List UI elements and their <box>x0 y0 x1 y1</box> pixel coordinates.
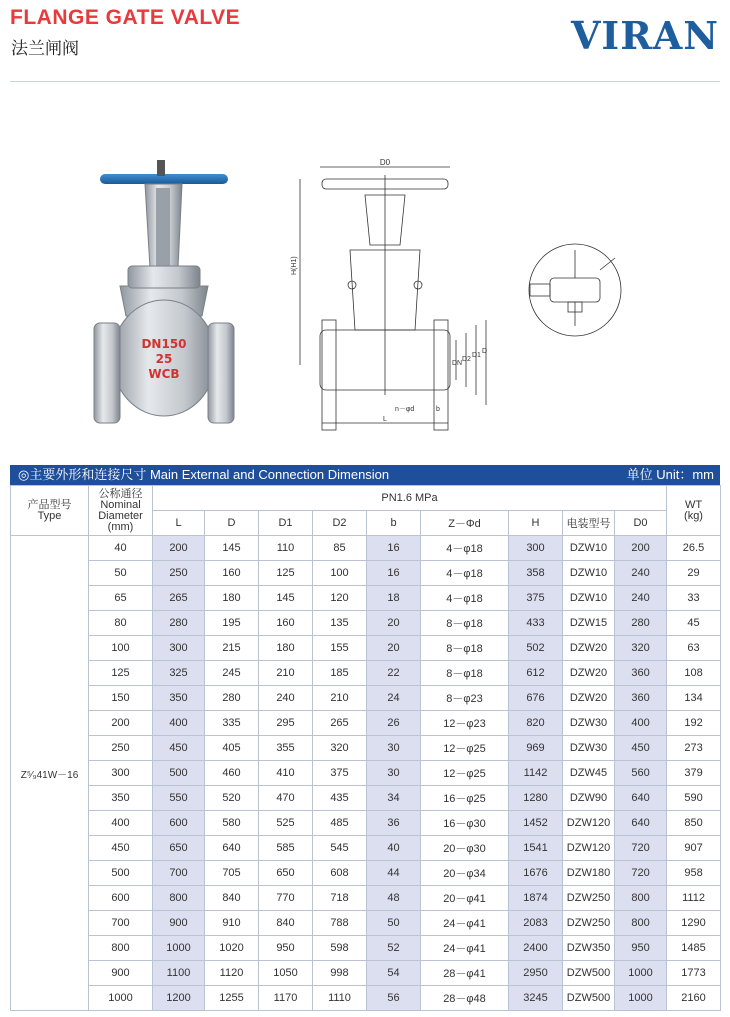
table-row <box>11 836 721 861</box>
label-d1: D1 <box>472 352 481 359</box>
table-cell: 907 <box>667 836 721 861</box>
table-cell: 700 <box>153 861 205 886</box>
table-cell: 160 <box>259 611 313 636</box>
table-cell: 820 <box>509 711 563 736</box>
column-header: D <box>205 511 259 536</box>
table-cell: 676 <box>509 686 563 711</box>
table-cell: 320 <box>313 736 367 761</box>
table-cell: 379 <box>667 761 721 786</box>
table-cell: DZW20 <box>563 661 615 686</box>
table-cell: 34 <box>367 786 421 811</box>
table-cell: 1142 <box>509 761 563 786</box>
table-cell: 1100 <box>153 961 205 986</box>
table-cell: 2950 <box>509 961 563 986</box>
table-cell: 612 <box>509 661 563 686</box>
table-cell: 1000 <box>153 936 205 961</box>
table-cell: DZW10 <box>563 561 615 586</box>
table-cell: 1000 <box>615 986 667 1011</box>
valve-photo <box>90 158 240 430</box>
table-cell: DZW180 <box>563 861 615 886</box>
table-cell: 969 <box>509 736 563 761</box>
table-row <box>11 736 721 761</box>
table-cell: 1112 <box>667 886 721 911</box>
table-cell: DZW15 <box>563 611 615 636</box>
table-cell: 108 <box>667 661 721 686</box>
table-cell: 200 <box>615 536 667 561</box>
table-cell: 718 <box>313 886 367 911</box>
header-type <box>11 486 89 536</box>
table-cell: 210 <box>313 686 367 711</box>
table-cell: 525 <box>259 811 313 836</box>
label-b: b <box>436 406 440 413</box>
table-row <box>11 586 721 611</box>
header-dn-cn: 公称通径 <box>98 487 143 500</box>
table-cell: 40 <box>89 536 153 561</box>
table-cell: 8－φ23 <box>421 686 509 711</box>
table-cell: 12－φ25 <box>421 736 509 761</box>
table-cell: 375 <box>509 586 563 611</box>
column-header: D0 <box>615 511 667 536</box>
column-header: H <box>509 511 563 536</box>
table-cell: 215 <box>205 636 259 661</box>
table-cell: 720 <box>615 861 667 886</box>
table-cell: 400 <box>615 711 667 736</box>
table-cell: 950 <box>259 936 313 961</box>
label-dn: DN <box>452 360 463 367</box>
table-cell: 720 <box>615 836 667 861</box>
table-cell: 120 <box>313 586 367 611</box>
table-cell: 1485 <box>667 936 721 961</box>
table-cell: 358 <box>509 561 563 586</box>
table-cell: 350 <box>89 786 153 811</box>
table-cell: DZW90 <box>563 786 615 811</box>
table-cell: 800 <box>153 886 205 911</box>
table-cell: DZW20 <box>563 636 615 661</box>
table-cell: 20 <box>367 611 421 636</box>
table-cell: 500 <box>89 861 153 886</box>
table-cell: 110 <box>259 536 313 561</box>
table-cell: 80 <box>89 611 153 636</box>
table-cell: 3245 <box>509 986 563 1011</box>
column-header: Z－Φd <box>421 511 509 536</box>
table-cell: 180 <box>259 636 313 661</box>
header-pressure: PN1.6 MPa <box>153 486 667 511</box>
header-dn-unit: (mm) <box>107 520 134 533</box>
table-cell: DZW120 <box>563 811 615 836</box>
table-cell: 850 <box>667 811 721 836</box>
table-cell: 460 <box>205 761 259 786</box>
table-cell: DZW250 <box>563 911 615 936</box>
table-cell: 24 <box>367 686 421 711</box>
table-cell: 135 <box>313 611 367 636</box>
table-cell: 600 <box>89 886 153 911</box>
table-cell: 1110 <box>313 986 367 1011</box>
table-cell: 1541 <box>509 836 563 861</box>
table-cell: 100 <box>313 561 367 586</box>
column-header: 电装型号 <box>563 511 615 536</box>
table-cell: 700 <box>89 911 153 936</box>
table-cell: 900 <box>153 911 205 936</box>
table-row <box>11 761 721 786</box>
table-cell: 28－φ48 <box>421 986 509 1011</box>
dimension-drawing <box>290 155 510 435</box>
header-dn-en2: Diameter <box>98 509 143 522</box>
header-wt: WT <box>684 498 703 511</box>
table-cell: 4－φ18 <box>421 561 509 586</box>
table-row <box>11 711 721 736</box>
table-cell: 435 <box>313 786 367 811</box>
table-cell: 325 <box>153 661 205 686</box>
table-cell: 24－φ41 <box>421 936 509 961</box>
table-cell: 16 <box>367 561 421 586</box>
table-row <box>11 861 721 886</box>
page-header <box>0 0 730 84</box>
table-cell: 200 <box>153 536 205 561</box>
table-cell: 405 <box>205 736 259 761</box>
table-cell: 598 <box>313 936 367 961</box>
table-cell: 8－φ18 <box>421 611 509 636</box>
marking-pressure: 25 <box>155 352 173 366</box>
table-cell: 56 <box>367 986 421 1011</box>
table-cell: 18 <box>367 586 421 611</box>
table-cell: 185 <box>313 661 367 686</box>
table-cell: DZW10 <box>563 586 615 611</box>
table-cell: 355 <box>259 736 313 761</box>
table-cell: 4－φ18 <box>421 536 509 561</box>
table-cell: DZW30 <box>563 711 615 736</box>
table-cell: 160 <box>205 561 259 586</box>
table-cell: 770 <box>259 886 313 911</box>
table-cell: 48 <box>367 886 421 911</box>
title-english: FLANGE GATE VALVE <box>10 6 241 29</box>
header-nominal-diameter <box>89 486 153 536</box>
table-cell: DZW500 <box>563 961 615 986</box>
table-row <box>11 936 721 961</box>
table-cell: 705 <box>205 861 259 886</box>
label-d: D <box>482 348 488 355</box>
table-cell: 30 <box>367 761 421 786</box>
table-cell: 900 <box>89 961 153 986</box>
header-weight <box>667 486 721 536</box>
table-cell: 145 <box>205 536 259 561</box>
type-code-cell: Z⁵⁄₉41W－16 <box>11 536 89 1011</box>
marking-dn: DN150 <box>141 337 187 351</box>
table-cell: 300 <box>509 536 563 561</box>
table-cell: DZW250 <box>563 886 615 911</box>
table-cell: 1200 <box>153 986 205 1011</box>
table-cell: 273 <box>667 736 721 761</box>
table-cell: 640 <box>615 811 667 836</box>
table-cell: 800 <box>615 911 667 936</box>
table-cell: 52 <box>367 936 421 961</box>
table-row <box>11 611 721 636</box>
header-type-en: Type <box>37 509 62 522</box>
label-l: L <box>383 416 387 423</box>
label-d0: D0 <box>379 158 391 167</box>
table-cell: 608 <box>313 861 367 886</box>
table-cell: 1020 <box>205 936 259 961</box>
table-cell: 240 <box>615 561 667 586</box>
table-cell: 1255 <box>205 986 259 1011</box>
header-wt-unit: (kg) <box>684 509 703 522</box>
table-row <box>11 886 721 911</box>
table-cell: 650 <box>153 836 205 861</box>
table-cell: 320 <box>615 636 667 661</box>
header-dn-en1: Nominal <box>100 498 141 511</box>
table-cell: 1676 <box>509 861 563 886</box>
table-cell: 800 <box>89 936 153 961</box>
label-bolt-holes: n－φd <box>395 406 415 413</box>
table-cell: 134 <box>667 686 721 711</box>
table-cell: 590 <box>667 786 721 811</box>
table-cell: 300 <box>89 761 153 786</box>
table-cell: 12－φ25 <box>421 761 509 786</box>
table-cell: 1000 <box>89 986 153 1011</box>
table-cell: 550 <box>153 786 205 811</box>
table-cell: 485 <box>313 811 367 836</box>
table-cell: 998 <box>313 961 367 986</box>
table-cell: 16－φ30 <box>421 811 509 836</box>
table-cell: 63 <box>667 636 721 661</box>
table-cell: 29 <box>667 561 721 586</box>
table-cell: 958 <box>667 861 721 886</box>
table-cell: 16 <box>367 536 421 561</box>
table-cell: 2400 <box>509 936 563 961</box>
column-header: L <box>153 511 205 536</box>
top-view-drawing <box>520 240 630 340</box>
table-cell: 45 <box>667 611 721 636</box>
table-cell: 840 <box>205 886 259 911</box>
table-cell: 500 <box>153 761 205 786</box>
table-cell: 155 <box>313 636 367 661</box>
table-row <box>11 686 721 711</box>
table-cell: 280 <box>153 611 205 636</box>
table-cell: 100 <box>89 636 153 661</box>
table-cell: 400 <box>89 811 153 836</box>
table-cell: DZW45 <box>563 761 615 786</box>
table-cell: 375 <box>313 761 367 786</box>
table-cell: 26.5 <box>667 536 721 561</box>
table-cell: 33 <box>667 586 721 611</box>
table-cell: 410 <box>259 761 313 786</box>
table-cell: 1874 <box>509 886 563 911</box>
table-cell: 1280 <box>509 786 563 811</box>
table-cell: DZW500 <box>563 986 615 1011</box>
table-cell: 585 <box>259 836 313 861</box>
table-cell: 640 <box>615 786 667 811</box>
table-cell: DZW120 <box>563 836 615 861</box>
table-cell: 265 <box>153 586 205 611</box>
unit-label: 单位 Unit：mm <box>626 467 714 482</box>
table-cell: 450 <box>153 736 205 761</box>
table-cell: 195 <box>205 611 259 636</box>
table-cell: 1290 <box>667 911 721 936</box>
table-cell: 300 <box>153 636 205 661</box>
table-cell: 280 <box>615 611 667 636</box>
dimension-table <box>10 485 721 1011</box>
column-header: D1 <box>259 511 313 536</box>
table-cell: 54 <box>367 961 421 986</box>
table-cell: 26 <box>367 711 421 736</box>
table-cell: 210 <box>259 661 313 686</box>
table-row <box>11 811 721 836</box>
table-cell: 192 <box>667 711 721 736</box>
table-cell: DZW30 <box>563 736 615 761</box>
table-cell: 1120 <box>205 961 259 986</box>
table-cell: 1050 <box>259 961 313 986</box>
table-cell: DZW10 <box>563 536 615 561</box>
table-cell: 2083 <box>509 911 563 936</box>
label-d2: D2 <box>462 356 471 363</box>
table-cell: 1170 <box>259 986 313 1011</box>
table-cell: 24－φ41 <box>421 911 509 936</box>
table-cell: 580 <box>205 811 259 836</box>
table-cell: 350 <box>153 686 205 711</box>
table-cell: 12－φ23 <box>421 711 509 736</box>
table-cell: 28－φ41 <box>421 961 509 986</box>
table-cell: 295 <box>259 711 313 736</box>
table-cell: 650 <box>259 861 313 886</box>
header-type-cn: 产品型号 <box>27 498 72 511</box>
table-cell: 65 <box>89 586 153 611</box>
table-cell: 4－φ18 <box>421 586 509 611</box>
table-cell: 240 <box>615 586 667 611</box>
table-cell: 1000 <box>615 961 667 986</box>
table-cell: 360 <box>615 686 667 711</box>
title-chinese: 法兰闸阀 <box>11 39 79 59</box>
brand-logo: VIRAN <box>570 13 719 58</box>
table-cell: 40 <box>367 836 421 861</box>
table-cell: 450 <box>89 836 153 861</box>
table-row <box>11 661 721 686</box>
table-cell: 360 <box>615 661 667 686</box>
table-cell: 280 <box>205 686 259 711</box>
label-h: H(H1) <box>291 256 298 275</box>
table-cell: 36 <box>367 811 421 836</box>
table-cell: 545 <box>313 836 367 861</box>
table-cell: 150 <box>89 686 153 711</box>
table-cell: 245 <box>205 661 259 686</box>
table-cell: 8－φ18 <box>421 661 509 686</box>
section-title: ◎主要外形和连接尺寸 Main External and Connection Dimension <box>18 467 390 482</box>
table-row <box>11 561 721 586</box>
column-header: b <box>367 511 421 536</box>
table-cell: 240 <box>259 686 313 711</box>
table-cell: 520 <box>205 786 259 811</box>
table-cell: 180 <box>205 586 259 611</box>
table-cell: 450 <box>615 736 667 761</box>
table-cell: 800 <box>615 886 667 911</box>
table-row <box>11 786 721 811</box>
table-cell: 560 <box>615 761 667 786</box>
table-cell: 1452 <box>509 811 563 836</box>
table-cell: 600 <box>153 811 205 836</box>
table-cell: 50 <box>367 911 421 936</box>
table-row <box>11 636 721 661</box>
table-cell: 335 <box>205 711 259 736</box>
table-cell: DZW350 <box>563 936 615 961</box>
table-cell: 250 <box>89 736 153 761</box>
table-cell: 85 <box>313 536 367 561</box>
table-cell: 125 <box>259 561 313 586</box>
marking-material: WCB <box>148 367 180 381</box>
table-cell: 20－φ30 <box>421 836 509 861</box>
table-cell: 910 <box>205 911 259 936</box>
table-row <box>11 961 721 986</box>
table-cell: 502 <box>509 636 563 661</box>
table-cell: 788 <box>313 911 367 936</box>
table-cell: 470 <box>259 786 313 811</box>
table-cell: 200 <box>89 711 153 736</box>
table-row <box>11 911 721 936</box>
table-cell: 20－φ34 <box>421 861 509 886</box>
table-cell: 50 <box>89 561 153 586</box>
table-cell: 16－φ25 <box>421 786 509 811</box>
table-cell: 2160 <box>667 986 721 1011</box>
table-cell: 250 <box>153 561 205 586</box>
table-cell: 400 <box>153 711 205 736</box>
table-cell: 44 <box>367 861 421 886</box>
table-cell: 22 <box>367 661 421 686</box>
table-cell: DZW20 <box>563 686 615 711</box>
table-cell: 840 <box>259 911 313 936</box>
column-header: D2 <box>313 511 367 536</box>
table-row <box>11 986 721 1011</box>
table-cell: 20－φ41 <box>421 886 509 911</box>
table-cell: 640 <box>205 836 259 861</box>
table-cell: 30 <box>367 736 421 761</box>
table-cell: 433 <box>509 611 563 636</box>
table-cell: 125 <box>89 661 153 686</box>
table-cell: 8－φ18 <box>421 636 509 661</box>
table-row <box>11 536 721 561</box>
table-cell: 145 <box>259 586 313 611</box>
header-divider <box>10 81 720 82</box>
table-cell: 265 <box>313 711 367 736</box>
table-cell: 20 <box>367 636 421 661</box>
table-cell: 950 <box>615 936 667 961</box>
table-cell: 1773 <box>667 961 721 986</box>
section-bar <box>10 465 720 485</box>
